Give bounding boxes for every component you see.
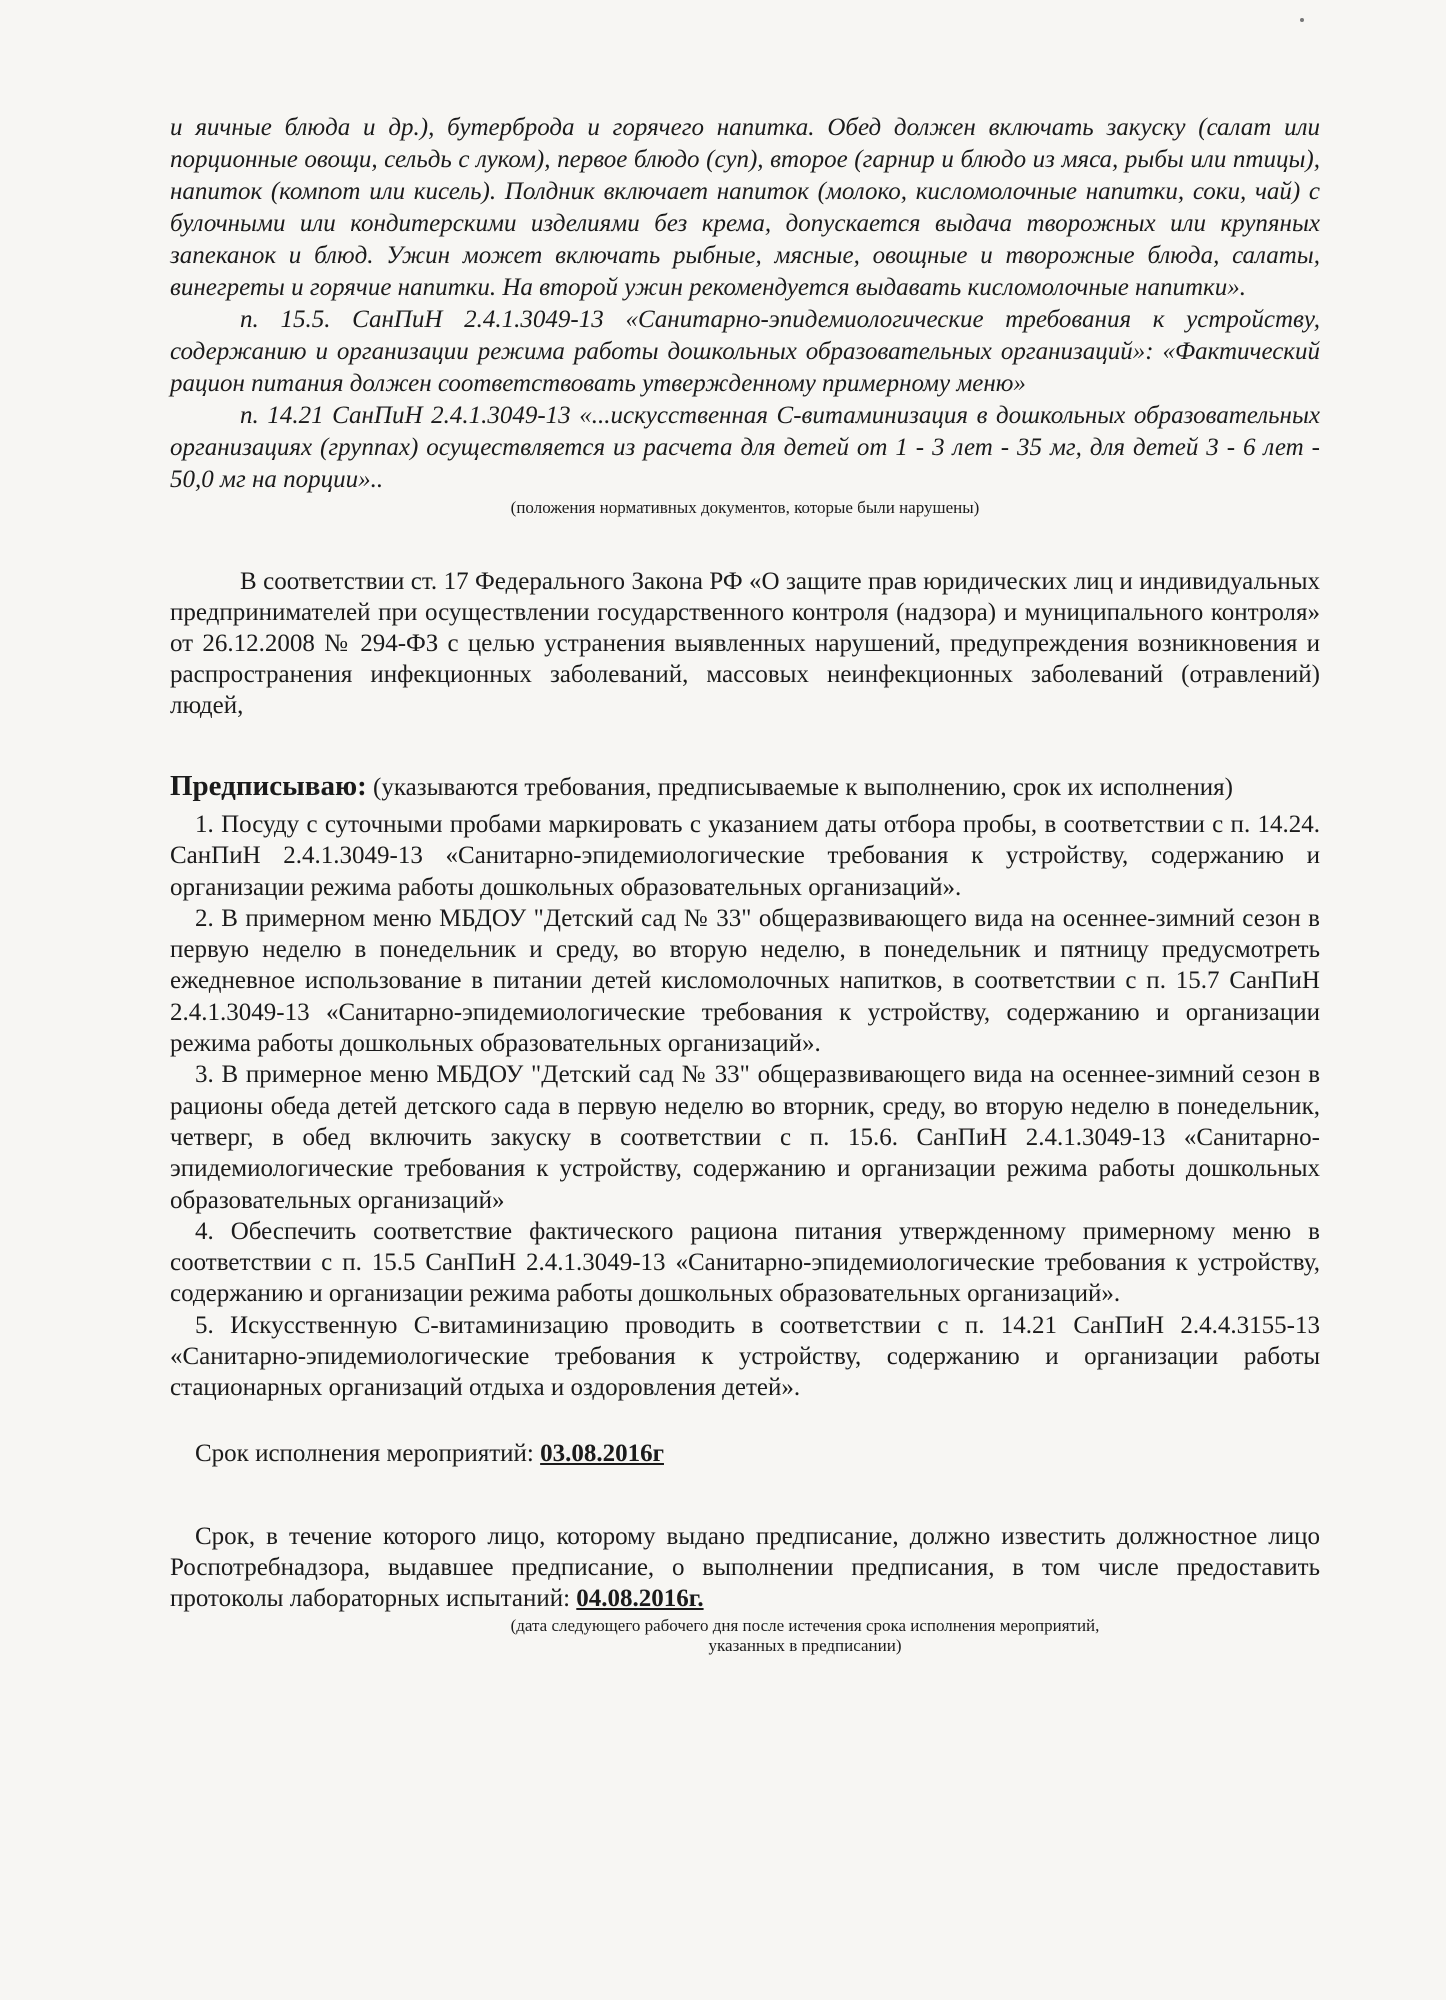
report-date: 04.08.2016г. (576, 1584, 704, 1612)
item-text: Обеспечить соответствие фактического рациона питания утвержденному примерному меню в соответствии с п. 15.5 СанПиН 2.4.1.3049-13 «Санитарно-эпидемиологические требования к устройству, содержанию и организации режима работы дошкольных образовательных организаций». (170, 1217, 1320, 1308)
item-text: Посуду с суточными пробами маркировать с указанием даты отбора пробы, в соответствии с п. 14.24. СанПиН 2.4.1.3049-13 «Санитарно-эпидемиологические требования к устройству, содержанию и организации режима работы дошкольных образовательных организаций». (170, 811, 1321, 901)
item-number: 2. (195, 904, 214, 932)
document-page (170, 112, 1320, 1656)
list-item (170, 1059, 1320, 1215)
deadline-label: Срок исполнения мероприятий: (195, 1439, 541, 1467)
item-number: 5. (195, 1311, 214, 1339)
list-item (170, 903, 1320, 1059)
item-text: В примерном меню МБДОУ "Детский сад № 33" общеразвивающего вида на осеннее-зимний сезон в первую неделю в понедельник и среду, во вторую неделю, в понедельник и пятницу предусмотреть ежедневное использование в питании детей кисломолочных напитков, в соответствии с п. 15.7 СанПиН 2.4.1.3049-13 «Санитарно-эпидемиологические требования к устройству, содержанию и организации режима работы дошкольных образовательных организаций». (170, 904, 1320, 1058)
caption-report-line1: (дата следующего рабочего дня после истечения срока исполнения мероприятий, (510, 1615, 1100, 1635)
quote-sanpin-15-5: п. 15.5. СанПиН 2.4.1.3049-13 «Санитарно-эпидемиологические требования к устройству, содержанию и организации режима работы дошкольных образовательных организаций»: «Фактический рацион питания должен соответствовать утвержденному примерному меню» (170, 306, 1320, 397)
report-deadline (170, 1521, 1320, 1614)
prescribe-title: Предписываю: (170, 770, 367, 802)
list-item (170, 809, 1320, 903)
item-text: В примерное меню МБДОУ "Детский сад № 33" общеразвивающего вида на осеннее-зимний сезон в рационы обеда детей детского сада в первую неделю во вторник, среду, во вторую неделю в понедельник, четверг, в обед включить закуску в соответствии с п. 15.6. СанПиН 2.4.1.3049-13 «Санитарно-эпидемиологические требования к устройству, содержанию и организации режима работы дошкольных образовательных организаций» (170, 1061, 1321, 1214)
quote-meal-requirements: и яичные блюда и др.), бутерброда и горячего напитка. Обед должен включать закуску (салат или порционные овощи, сельдь с луком), первое блюдо (суп), второе (гарнир и блюдо из мяса, рыбы или птицы), напиток (компот или кисель). Полдник включает напиток (молоко, кисломолочные напитки, соки, чай) с булочными или кондитерскими изделиями без крема, допускается выдача творожных или крупяных запеканок и блюд. Ужин может включать рыбные, мясные, овощные и творожные блюда, салаты, винегреты и горячие напитки. На второй ужин рекомендуется выдавать кисломолочные напитки». (170, 114, 1320, 301)
report-text: Срок, в течение которого лицо, которому выдано предписание, должно известить должностное лицо Роспотребнадзора, выдавшее предписание, о выполнении предписания, в том числе предоставить протоколы лабораторных испытаний: (170, 1522, 1320, 1612)
prescribe-note: (указываются требования, предписываемые к выполнению, срок их исполнения) (366, 774, 1234, 801)
execution-deadline (170, 1438, 1320, 1469)
item-number: 3. (195, 1061, 214, 1089)
quote-sanpin-14-21: п. 14.21 СанПиН 2.4.1.3049-13 «...искусственная С-витаминизация в дошкольных образовательных организациях (группах) осуществляется из расчета для детей от 1 - 3 лет - 35 мг, для детей 3 - 6 лет - 50,0 мг на порции».. (170, 402, 1320, 493)
item-number: 1. (195, 811, 214, 838)
legal-basis-paragraph: В соответствии ст. 17 Федерального Закона РФ «О защите прав юридических лиц и индивидуальных предпринимателей при осуществлении государственного контроля (надзора) и муниципального контроля» от 26.12.2008 № 294-ФЗ с целью устранения выявленных нарушений, предупреждения возникновения и распространения инфекционных заболеваний, массовых неинфекционных заболеваний (отравлений) людей, (170, 568, 1320, 719)
caption-report-line2: указанных в предписании) (708, 1635, 902, 1655)
item-text: Искусственную С-витаминизацию проводить в соответствии с п. 14.21 СанПиН 2.4.4.3155-13 «Санитарно-эпидемиологические требования к устройству, содержанию и организации работы стационарных организаций отдыха и оздоровления детей». (170, 1311, 1321, 1402)
deadline-date: 03.08.2016г (540, 1439, 664, 1467)
list-item (170, 1310, 1320, 1404)
caption-report-date (170, 1616, 1320, 1656)
list-item (170, 1216, 1320, 1310)
scan-speck (1300, 18, 1304, 22)
item-number: 4. (195, 1217, 214, 1245)
prescription-heading (170, 771, 1320, 803)
caption-violated-provisions: (положения нормативных документов, которые были нарушены) (510, 498, 980, 517)
prescription-list (170, 809, 1320, 1404)
